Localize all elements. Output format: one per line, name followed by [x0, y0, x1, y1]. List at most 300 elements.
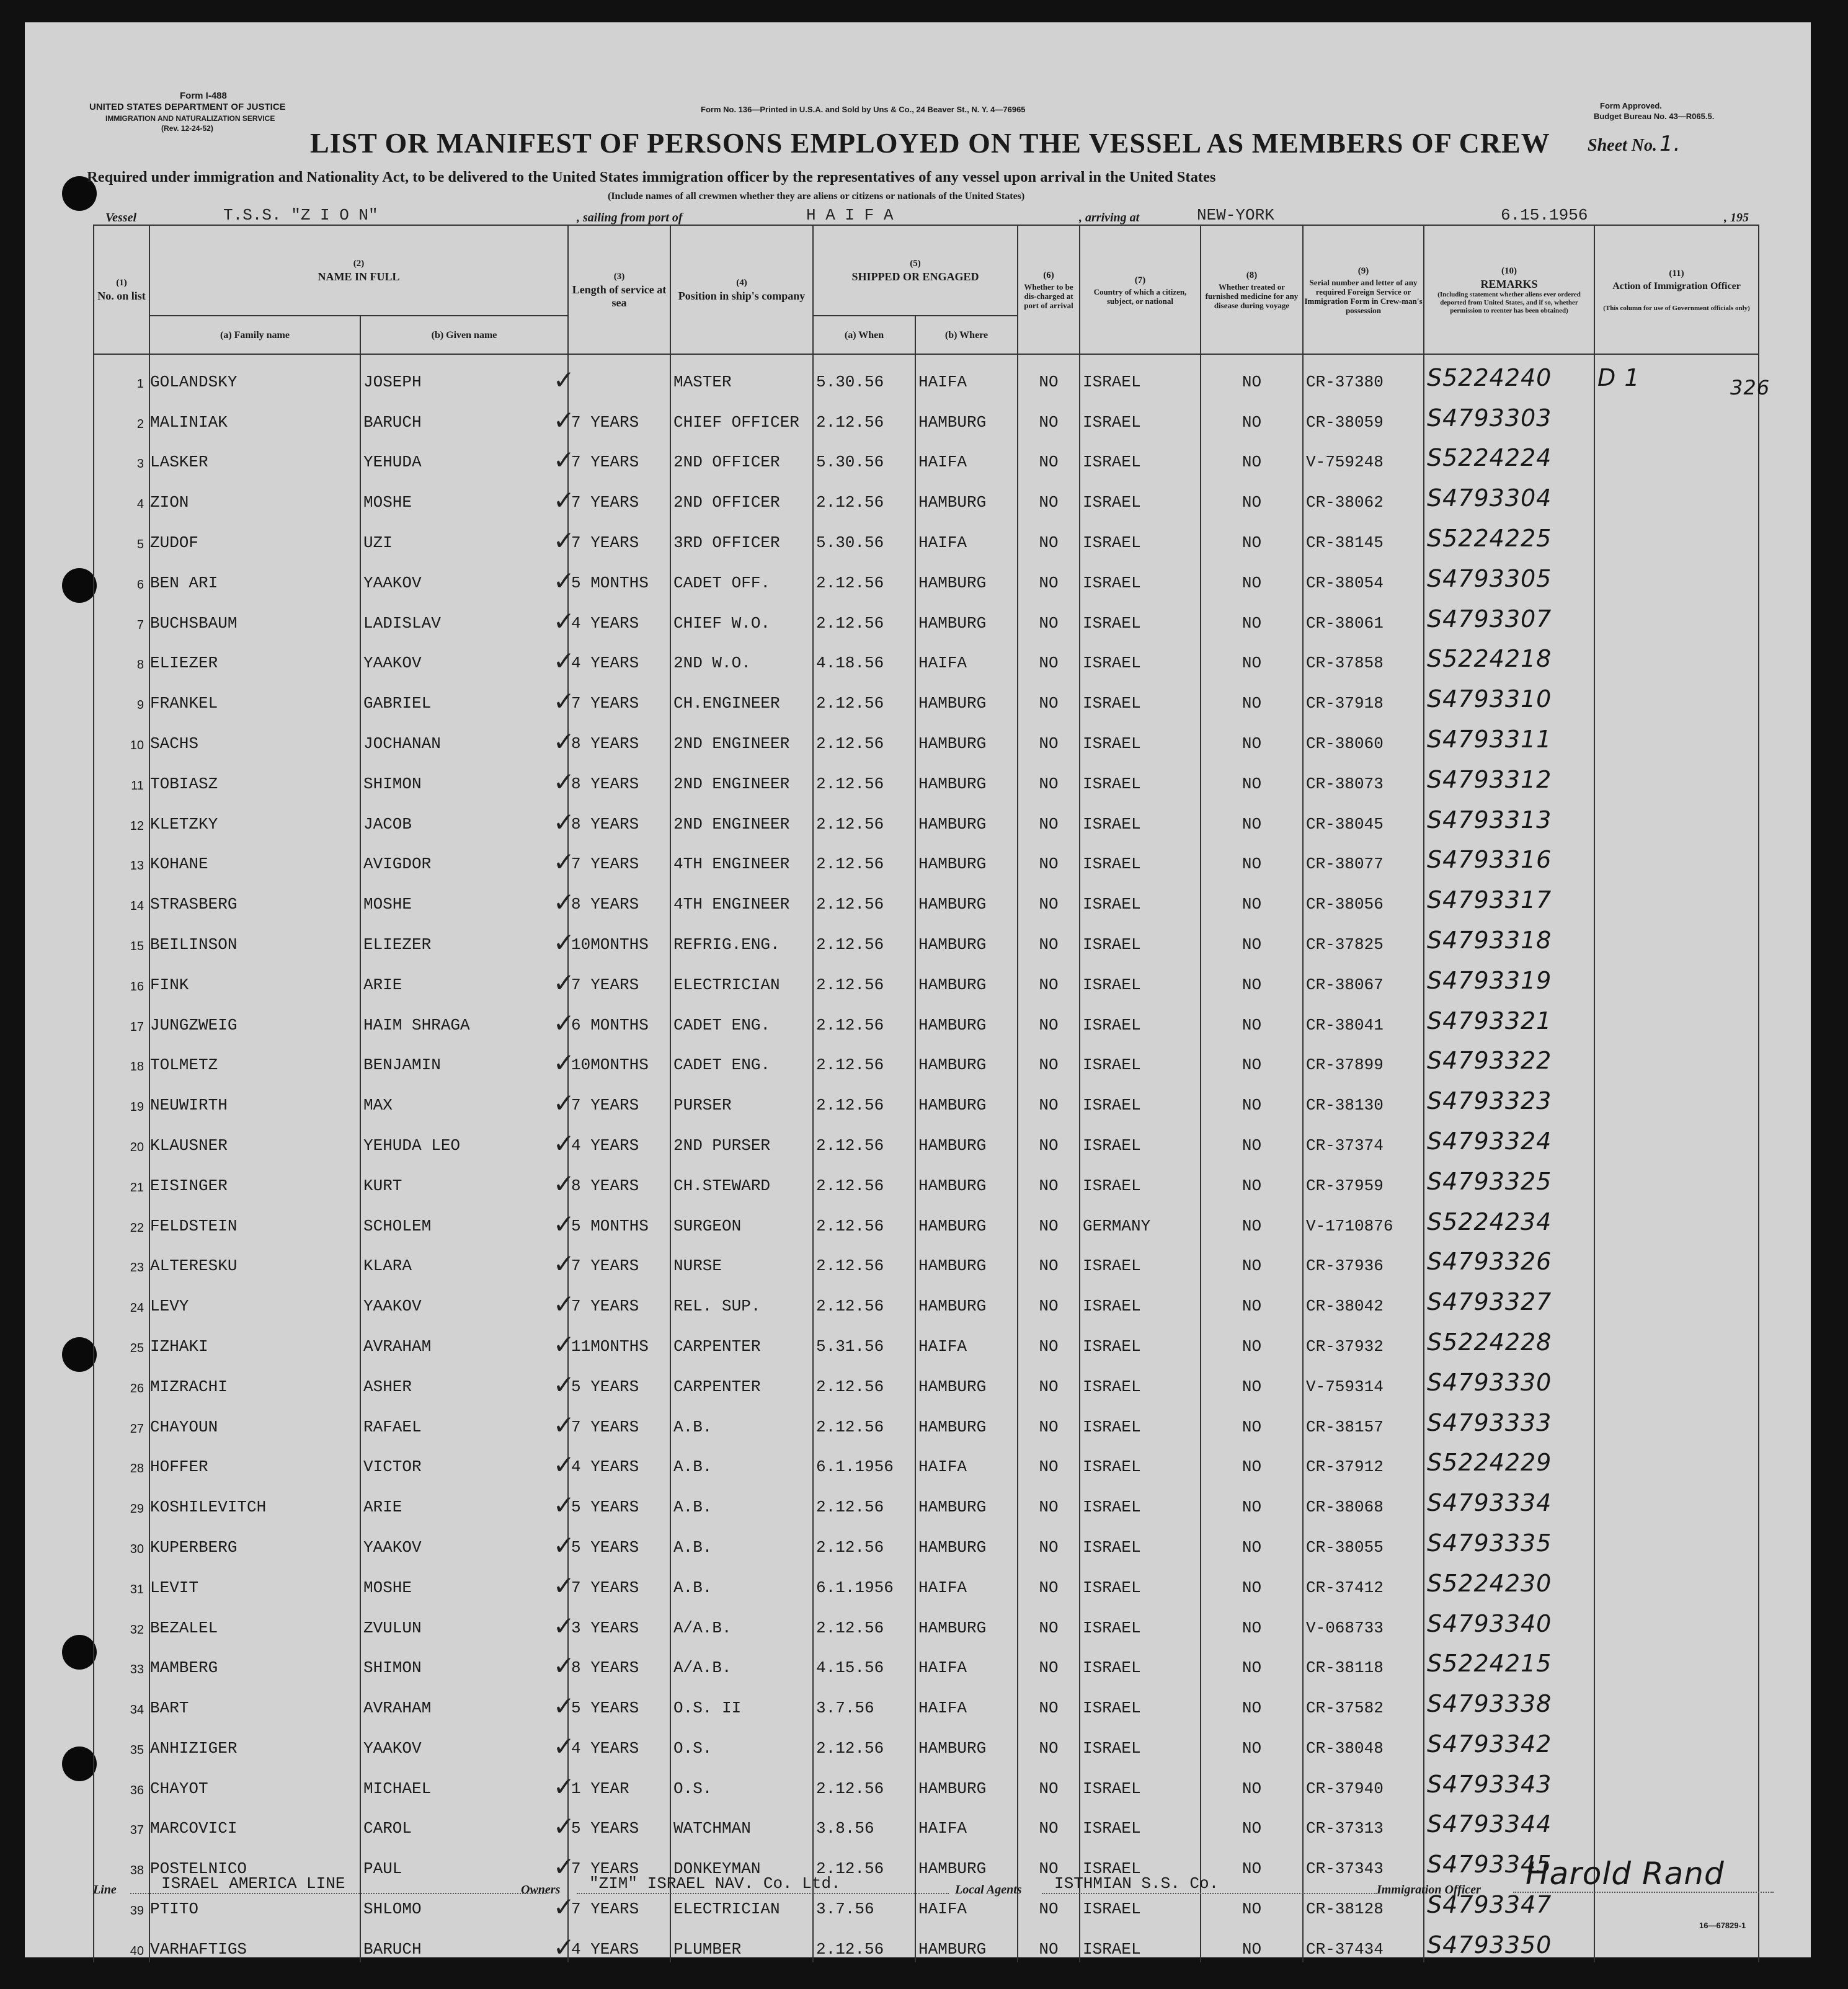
given-name-cell — [360, 1159, 575, 1199]
shipped-when-cell: 2.12.56 — [813, 797, 915, 837]
position-cell: 2ND PURSER — [670, 1118, 813, 1159]
handwritten-remark: S4793321 — [1427, 1007, 1552, 1035]
crew-row — [94, 515, 1759, 556]
officer-action-cell — [1594, 1560, 1759, 1601]
given-name-cell — [360, 998, 575, 1038]
family-name-cell: ZUDOF — [149, 515, 360, 556]
officer-action-cell — [1594, 1520, 1759, 1560]
shipped-when-cell: 2.12.56 — [813, 1841, 915, 1882]
position-cell: DONKEYMAN — [670, 1841, 813, 1882]
row-number-cell: 30 — [94, 1520, 149, 1560]
check-mark-icon: ✓ — [553, 1570, 575, 1601]
country-cell: GERMANY — [1080, 1199, 1201, 1239]
given-name-cell — [360, 1560, 575, 1601]
handwritten-remark: S4793327 — [1427, 1288, 1552, 1316]
crew-table — [93, 225, 1759, 1962]
remark-number-cell — [1424, 917, 1594, 958]
position-cell: A.B. — [670, 1560, 813, 1601]
shipped-where-cell: HAMBURG — [915, 395, 1018, 435]
check-mark-icon: ✓ — [553, 1289, 575, 1320]
remark-number-cell — [1424, 1681, 1594, 1721]
discharge-cell: NO — [1018, 1078, 1080, 1118]
discharge-cell: NO — [1018, 1882, 1080, 1922]
given-name: ASHER — [363, 1377, 412, 1396]
remark-number-cell — [1424, 716, 1594, 757]
check-mark-icon: ✓ — [553, 1691, 575, 1722]
country-cell: ISRAEL — [1080, 1882, 1201, 1922]
handwritten-remark: S4793340 — [1427, 1609, 1552, 1637]
service-length-cell: 7 YEARS — [568, 958, 670, 998]
shipped-where-cell: HAMBURG — [915, 1721, 1018, 1761]
crew-row — [94, 757, 1759, 797]
family-name-cell: KLETZKY — [149, 797, 360, 837]
crew-row — [94, 1400, 1759, 1440]
serial-number-cell: CR-37959 — [1303, 1159, 1424, 1199]
officer-action-cell — [1594, 1038, 1759, 1079]
serial-number-cell: CR-38145 — [1303, 515, 1424, 556]
serial-number-cell: CR-37912 — [1303, 1440, 1424, 1480]
officer-action-cell — [1594, 1802, 1759, 1842]
treated-cell: NO — [1201, 1841, 1303, 1882]
officer-action-cell — [1594, 837, 1759, 878]
handwritten-remark: S4793347 — [1427, 1891, 1552, 1919]
officer-action-cell — [1594, 757, 1759, 797]
given-name: LADISLAV — [363, 613, 441, 633]
family-name-cell: JUNGZWEIG — [149, 998, 360, 1038]
discharge-cell: NO — [1018, 1681, 1080, 1721]
given-name: KURT — [363, 1176, 402, 1195]
check-mark-icon: ✓ — [553, 1449, 575, 1480]
serial-number-cell: CR-37412 — [1303, 1560, 1424, 1601]
discharge-cell: NO — [1018, 556, 1080, 596]
given-name-cell — [360, 1721, 575, 1761]
country-cell: ISRAEL — [1080, 1118, 1201, 1159]
shipped-where-cell: HAMBURG — [915, 596, 1018, 636]
remark-number-cell — [1424, 1239, 1594, 1279]
discharge-cell: NO — [1018, 716, 1080, 757]
check-mark-icon: ✓ — [553, 1490, 575, 1521]
handwritten-remark: S5224225 — [1427, 524, 1552, 552]
shipped-where-cell: HAMBURG — [915, 797, 1018, 837]
shipped-when-cell: 2.12.56 — [813, 958, 915, 998]
given-name-cell — [360, 1922, 575, 1962]
service-length-cell: 7 YEARS — [568, 1239, 670, 1279]
check-mark-icon: ✓ — [553, 1610, 575, 1641]
family-name-cell: SACHS — [149, 716, 360, 757]
family-name-cell: MAMBERG — [149, 1641, 360, 1681]
discharge-cell: NO — [1018, 958, 1080, 998]
check-mark-icon: ✓ — [553, 806, 575, 837]
manifest-sheet — [25, 22, 1811, 1962]
position-cell: A.B. — [670, 1440, 813, 1480]
handwritten-remark: S4793307 — [1427, 605, 1552, 633]
officer-action-cell — [1594, 1440, 1759, 1480]
shipped-when-cell: 3.7.56 — [813, 1882, 915, 1922]
shipped-when-cell: 4.15.56 — [813, 1641, 915, 1681]
crew-row — [94, 1239, 1759, 1279]
shipped-when-cell: 5.30.56 — [813, 515, 915, 556]
given-name-cell — [360, 1359, 575, 1400]
treated-cell: NO — [1201, 998, 1303, 1038]
handwritten-action: D 1 — [1597, 363, 1640, 391]
check-mark-icon: ✓ — [553, 1128, 575, 1159]
officer-action-cell — [1594, 1279, 1759, 1319]
handwritten-remark: S4793303 — [1427, 404, 1552, 432]
family-name-cell: KLAUSNER — [149, 1118, 360, 1159]
given-name-cell — [360, 837, 575, 878]
service-length-cell: 7 YEARS — [568, 1279, 670, 1319]
service-length-cell: 8 YEARS — [568, 797, 670, 837]
officer-action-cell — [1594, 1400, 1759, 1440]
given-name: YAAKOV — [363, 1537, 422, 1557]
position-cell: CADET OFF. — [670, 556, 813, 596]
treated-cell: NO — [1201, 1159, 1303, 1199]
handwritten-remark: S4793343 — [1427, 1770, 1552, 1798]
given-name-cell — [360, 716, 575, 757]
crew-row — [94, 475, 1759, 515]
check-mark-icon: ✓ — [553, 1328, 575, 1359]
check-mark-icon: ✓ — [553, 1650, 575, 1681]
officer-action-cell — [1594, 1239, 1759, 1279]
handwritten-remark: S5224224 — [1427, 444, 1552, 472]
shipped-where-cell: HAIFA — [915, 1882, 1018, 1922]
remark-number-cell — [1424, 1400, 1594, 1440]
crew-row — [94, 1319, 1759, 1359]
form-number: Form I-488 — [180, 91, 227, 101]
given-name: KLARA — [363, 1257, 412, 1276]
row-number-cell: 17 — [94, 998, 149, 1038]
check-mark-icon: ✓ — [553, 1048, 575, 1079]
service-length-cell: 4 YEARS — [568, 1440, 670, 1480]
service-length-cell: 7 YEARS — [568, 676, 670, 716]
row-number-cell: 8 — [94, 636, 149, 677]
given-name: VICTOR — [363, 1457, 422, 1477]
shipped-where-cell: HAMBURG — [915, 556, 1018, 596]
treated-cell: NO — [1201, 1520, 1303, 1560]
shipped-where-cell: HAMBURG — [915, 1480, 1018, 1520]
check-mark-icon: ✓ — [553, 927, 575, 958]
shipped-when-cell: 2.12.56 — [813, 475, 915, 515]
handwritten-remark: S5224230 — [1427, 1569, 1552, 1597]
family-name-cell: NEUWIRTH — [149, 1078, 360, 1118]
shipped-where-cell: HAMBURG — [915, 1359, 1018, 1400]
officer-action-cell — [1594, 1601, 1759, 1641]
treated-cell: NO — [1201, 797, 1303, 837]
family-name-cell: CHAYOUN — [149, 1400, 360, 1440]
position-cell: 2ND ENGINEER — [670, 757, 813, 797]
remark-number-cell — [1424, 797, 1594, 837]
treated-cell: NO — [1201, 1078, 1303, 1118]
given-name-cell — [360, 877, 575, 918]
crew-row — [94, 1359, 1759, 1400]
arriving-label: , arriving at — [1079, 211, 1140, 225]
given-name: HAIM SHRAGA — [363, 1015, 470, 1035]
row-number-cell: 12 — [94, 797, 149, 837]
officer-action-cell — [1594, 1681, 1759, 1721]
col-when-header: (a) When — [813, 316, 915, 354]
crew-row — [94, 917, 1759, 958]
treated-cell: NO — [1201, 1802, 1303, 1842]
check-mark-icon: ✓ — [553, 847, 575, 878]
check-mark-icon: ✓ — [553, 887, 575, 918]
given-name: SHLOMO — [363, 1900, 422, 1919]
remark-number-cell — [1424, 837, 1594, 878]
position-cell: 2ND ENGINEER — [670, 797, 813, 837]
col-remarks-header: (10) REMARKS (Including statement whether aliens ever ordered deported from United States, and if so, whether permission to reenter has been obtained) — [1424, 225, 1594, 354]
country-cell: ISRAEL — [1080, 435, 1201, 476]
discharge-cell: NO — [1018, 1038, 1080, 1079]
shipped-where-cell: HAMBURG — [915, 917, 1018, 958]
remark-number-cell — [1424, 1359, 1594, 1400]
check-mark-icon: ✓ — [553, 1730, 575, 1761]
position-cell: CARPENTER — [670, 1359, 813, 1400]
family-name-cell: HOFFER — [149, 1440, 360, 1480]
shipped-when-cell: 5.31.56 — [813, 1319, 915, 1359]
crew-row — [94, 1159, 1759, 1199]
treated-cell: NO — [1201, 1922, 1303, 1962]
shipped-when-cell: 3.7.56 — [813, 1681, 915, 1721]
owners-label: Owners — [521, 1883, 561, 1897]
row-number-cell: 24 — [94, 1279, 149, 1319]
treated-cell: NO — [1201, 958, 1303, 998]
handwritten-remark: S4793317 — [1427, 886, 1552, 914]
arriving-port: NEW-YORK — [1172, 206, 1445, 226]
handwritten-remark: S4793313 — [1427, 806, 1552, 834]
row-number-cell: 16 — [94, 958, 149, 998]
treated-cell: NO — [1201, 1641, 1303, 1681]
given-name: ARIE — [363, 1498, 402, 1517]
given-name: JOSEPH — [363, 372, 422, 391]
officer-action-cell — [1594, 1761, 1759, 1802]
country-cell: ISRAEL — [1080, 958, 1201, 998]
shipped-when-cell: 2.12.56 — [813, 1078, 915, 1118]
position-cell: WATCHMAN — [670, 1802, 813, 1842]
treated-cell: NO — [1201, 596, 1303, 636]
given-name-cell — [360, 1078, 575, 1119]
position-cell: NURSE — [670, 1239, 813, 1279]
serial-number-cell: CR-38062 — [1303, 475, 1424, 515]
officer-label: Immigration Officer — [1377, 1883, 1481, 1897]
crew-row — [94, 1038, 1759, 1079]
shipped-where-cell: HAMBURG — [915, 1159, 1018, 1199]
position-cell: 4TH ENGINEER — [670, 877, 813, 917]
serial-number-cell: CR-38059 — [1303, 395, 1424, 435]
shipped-where-cell: HAMBURG — [915, 958, 1018, 998]
given-name: MICHAEL — [363, 1779, 432, 1798]
discharge-cell: NO — [1018, 1239, 1080, 1279]
given-name: ELIEZER — [363, 935, 432, 954]
position-cell: CH.ENGINEER — [670, 676, 813, 716]
position-cell: CHIEF W.O. — [670, 596, 813, 636]
serial-number-cell: CR-38056 — [1303, 877, 1424, 917]
serial-number-cell: CR-38055 — [1303, 1520, 1424, 1560]
given-name: GABRIEL — [363, 694, 432, 713]
service-length-cell: 5 YEARS — [568, 1802, 670, 1842]
service-length-cell: 7 YEARS — [568, 1400, 670, 1440]
remark-number-cell — [1424, 636, 1594, 677]
country-cell: ISRAEL — [1080, 596, 1201, 636]
crew-row — [94, 797, 1759, 837]
country-cell: ISRAEL — [1080, 1319, 1201, 1359]
shipped-where-cell: HAMBURG — [915, 475, 1018, 515]
row-number-cell: 38 — [94, 1841, 149, 1882]
serial-number-cell: CR-38042 — [1303, 1279, 1424, 1319]
service-length-cell: 7 YEARS — [568, 435, 670, 476]
country-cell: ISRAEL — [1080, 1279, 1201, 1319]
shipped-when-cell: 2.12.56 — [813, 1118, 915, 1159]
given-name: AVIGDOR — [363, 855, 432, 874]
given-name: JOCHANAN — [363, 734, 441, 753]
check-mark-icon: ✓ — [553, 1168, 575, 1199]
country-cell: ISRAEL — [1080, 354, 1201, 395]
discharge-cell: NO — [1018, 1159, 1080, 1199]
row-number-cell: 25 — [94, 1319, 149, 1359]
vessel-name: T.S.S. "Z I O N" — [174, 206, 620, 226]
service-length-cell: 6 MONTHS — [568, 998, 670, 1038]
family-name-cell: KOSHILEVITCH — [149, 1480, 360, 1520]
shipped-when-cell: 2.12.56 — [813, 757, 915, 797]
given-name: ZVULUN — [363, 1618, 422, 1637]
country-cell: ISRAEL — [1080, 475, 1201, 515]
family-name-cell: EISINGER — [149, 1159, 360, 1199]
service-length-cell: 8 YEARS — [568, 757, 670, 797]
discharge-cell: NO — [1018, 1721, 1080, 1761]
country-cell: ISRAEL — [1080, 1400, 1201, 1440]
position-cell: 4TH ENGINEER — [670, 837, 813, 878]
service-length-cell: 5 YEARS — [568, 1520, 670, 1560]
handwritten-remark: S5224234 — [1427, 1208, 1552, 1235]
given-name: MOSHE — [363, 1578, 412, 1597]
crew-row — [94, 837, 1759, 878]
family-name-cell: ANHIZIGER — [149, 1721, 360, 1761]
discharge-cell: NO — [1018, 1922, 1080, 1962]
officer-action-cell — [1594, 1199, 1759, 1239]
discharge-cell: NO — [1018, 1400, 1080, 1440]
given-name: AVRAHAM — [363, 1337, 432, 1356]
serial-number-cell: CR-38157 — [1303, 1400, 1424, 1440]
remark-number-cell — [1424, 1721, 1594, 1761]
service-length-cell: 7 YEARS — [568, 837, 670, 878]
officer-action-cell — [1594, 1359, 1759, 1400]
position-cell: 3RD OFFICER — [670, 515, 813, 556]
row-number-cell: 26 — [94, 1359, 149, 1400]
serial-number-cell: CR-37940 — [1303, 1761, 1424, 1802]
given-name-cell — [360, 354, 575, 395]
required-notice: Required under immigration and Nationality Act, to be delivered to the United States immigration officer by the representatives of any vessel upon arrival in the United States — [87, 169, 1216, 185]
officer-action-cell — [1594, 515, 1759, 556]
shipped-where-cell: HAMBURG — [915, 877, 1018, 917]
serial-number-cell: CR-38045 — [1303, 797, 1424, 837]
country-cell: ISRAEL — [1080, 877, 1201, 917]
given-name: MOSHE — [363, 895, 412, 914]
discharge-cell: NO — [1018, 354, 1080, 395]
treated-cell: NO — [1201, 1279, 1303, 1319]
serial-number-cell: CR-38073 — [1303, 757, 1424, 797]
service-length-cell: 7 YEARS — [568, 1078, 670, 1118]
discharge-cell: NO — [1018, 1802, 1080, 1842]
line-label: Line — [93, 1883, 117, 1897]
shipped-where-cell: HAMBURG — [915, 1400, 1018, 1440]
country-cell: ISRAEL — [1080, 1480, 1201, 1520]
sheet-number: 1. — [1659, 131, 1681, 156]
officer-action-cell — [1594, 998, 1759, 1038]
family-name-cell: BEN ARI — [149, 556, 360, 596]
position-cell: O.S. — [670, 1761, 813, 1802]
given-name: SHIMON — [363, 774, 422, 793]
position-cell: ELECTRICIAN — [670, 1882, 813, 1922]
given-name-cell — [360, 958, 575, 998]
position-cell: PLUMBER — [670, 1922, 813, 1962]
remark-number-cell — [1424, 1520, 1594, 1560]
crew-row — [94, 877, 1759, 917]
sailing-label: , sailing from port of — [577, 211, 683, 225]
treated-cell: NO — [1201, 1601, 1303, 1641]
officer-action-cell — [1594, 1480, 1759, 1520]
printer-line: Form No. 136—Printed in U.S.A. and Sold by Uns & Co., 24 Beaver St., N. Y. 4—76965 — [701, 105, 1026, 114]
row-number-cell: 15 — [94, 917, 149, 958]
shipped-when-cell: 2.12.56 — [813, 1239, 915, 1279]
form-code: 16—67829-1 — [1699, 1921, 1746, 1930]
service-length-cell: 5 YEARS — [568, 1681, 670, 1721]
country-cell: ISRAEL — [1080, 1922, 1201, 1962]
given-name-cell — [360, 757, 575, 797]
shipped-when-cell: 2.12.56 — [813, 1359, 915, 1400]
serial-number-cell: CR-37899 — [1303, 1038, 1424, 1079]
row-number-cell: 11 — [94, 757, 149, 797]
service-length-cell: 11MONTHS — [568, 1319, 670, 1359]
row-number-cell: 20 — [94, 1118, 149, 1159]
serial-number-cell: CR-37434 — [1303, 1922, 1424, 1962]
given-name-cell — [360, 1319, 575, 1359]
family-name-cell: IZHAKI — [149, 1319, 360, 1359]
serial-number-cell: CR-38067 — [1303, 958, 1424, 998]
remark-number-cell — [1424, 1078, 1594, 1118]
country-cell: ISRAEL — [1080, 1359, 1201, 1400]
handwritten-remark: S4793316 — [1427, 846, 1552, 874]
punch-hole — [62, 1635, 97, 1670]
serial-number-cell: CR-38130 — [1303, 1078, 1424, 1118]
crew-row — [94, 1199, 1759, 1239]
arrival-date: 6.15.1956 — [1451, 206, 1705, 226]
handwritten-remark: S4793324 — [1427, 1127, 1552, 1155]
shipped-when-cell: 6.1.1956 — [813, 1560, 915, 1601]
given-name-cell — [360, 636, 575, 677]
shipped-when-cell: 2.12.56 — [813, 1038, 915, 1079]
remark-number-cell — [1424, 395, 1594, 435]
handwritten-remark: S4793333 — [1427, 1408, 1552, 1436]
remark-number-cell — [1424, 1118, 1594, 1159]
officer-signature: Harold Rand — [1513, 1856, 1774, 1893]
handwritten-remark: S4793311 — [1427, 725, 1552, 753]
check-mark-icon: ✓ — [553, 967, 575, 998]
given-name-cell — [360, 395, 575, 435]
check-mark-icon: ✓ — [553, 1409, 575, 1440]
position-cell: 2ND OFFICER — [670, 475, 813, 515]
row-number-cell: 19 — [94, 1078, 149, 1118]
row-number-cell: 14 — [94, 877, 149, 917]
crew-row — [94, 354, 1759, 395]
family-name-cell: STRASBERG — [149, 877, 360, 917]
discharge-cell: NO — [1018, 395, 1080, 435]
service-length-cell: 8 YEARS — [568, 1159, 670, 1199]
row-number-cell: 21 — [94, 1159, 149, 1199]
check-mark-icon: ✓ — [553, 404, 575, 435]
service-length-cell: 4 YEARS — [568, 636, 670, 677]
shipped-where-cell: HAMBURG — [915, 1038, 1018, 1079]
service-length-cell: 7 YEARS — [568, 515, 670, 556]
family-name-cell: TOBIASZ — [149, 757, 360, 797]
crew-row — [94, 1721, 1759, 1761]
